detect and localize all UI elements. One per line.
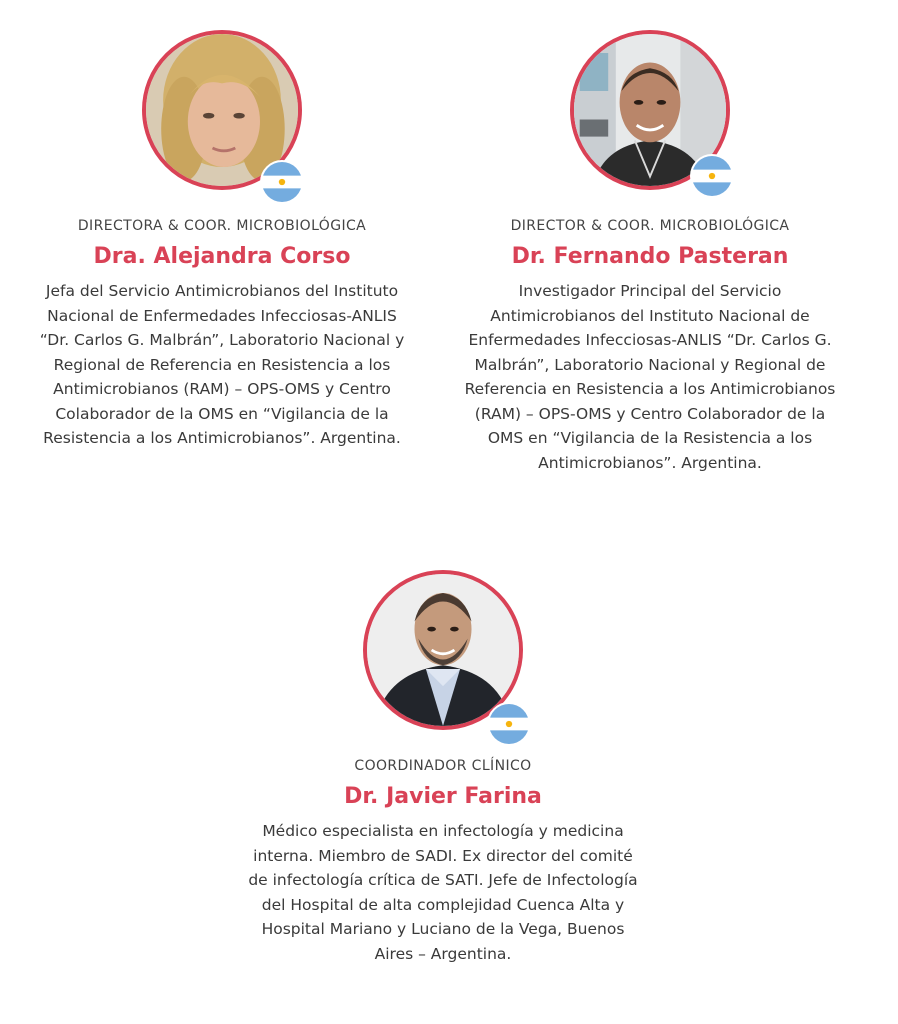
profile-card-pasteran [458, 30, 842, 475]
argentina-flag-icon [487, 702, 531, 746]
role-label: COORDINADOR CLÍNICO [354, 758, 532, 774]
person-bio: Médico especialista en infectología y medicina interna. Miembro de SADI. Ex director del comité de infectología crítica de SATI. Jefe de Infectología del Hospital de alta complejidad Cuenca Alta y Hospital Mariano y Luciano de la Vega, Buenos Aires – Argentina. [248, 822, 638, 963]
avatar-wrap [363, 570, 523, 730]
role-label: DIRECTORA & COOR. MICROBIOLÓGICA [77, 218, 367, 234]
profile-card-corso [32, 30, 412, 451]
person-name: Dr. Javier Farina [344, 784, 542, 809]
person-name: Dr. Fernando Pasteran [511, 244, 789, 269]
person-name: Dra. Alejandra Corso [93, 244, 351, 269]
argentina-flag-icon [690, 154, 734, 198]
avatar-wrap [570, 30, 730, 190]
person-bio: Investigador Principal del Servicio Antimicrobianos del Instituto Nacional de Enfermedades Infecciosas-ANLIS “Dr. Carlos G. Malbrán”, Laboratorio Nacional y Regional de Referencia en Resistencia a los Antimicrobianos (RAM) – OPS-OMS y Centro Colaborador de la OMS en “Vigilancia de la Resistencia a los Antimicrobianos”. Argentina. [464, 282, 836, 472]
person-bio: Jefa del Servicio Antimicrobianos del Instituto Nacional de Enfermedades Infecciosas-ANLIS “Dr. Carlos G. Malbrán”, Laboratorio Nacional y Regional de Referencia en Resistencia a los Antimicrobianos (RAM) – OPS-OMS y Centro Colaborador de la OMS en “Vigilancia de la Resistencia a los Antimicrobianos”. Argentina. [39, 282, 405, 447]
profile-card-farina [246, 570, 640, 966]
argentina-flag-icon [260, 160, 304, 204]
role-label: DIRECTOR & COOR. MICROBIOLÓGICA [510, 218, 790, 234]
avatar-wrap [142, 30, 302, 190]
portrait-photo [367, 574, 519, 726]
